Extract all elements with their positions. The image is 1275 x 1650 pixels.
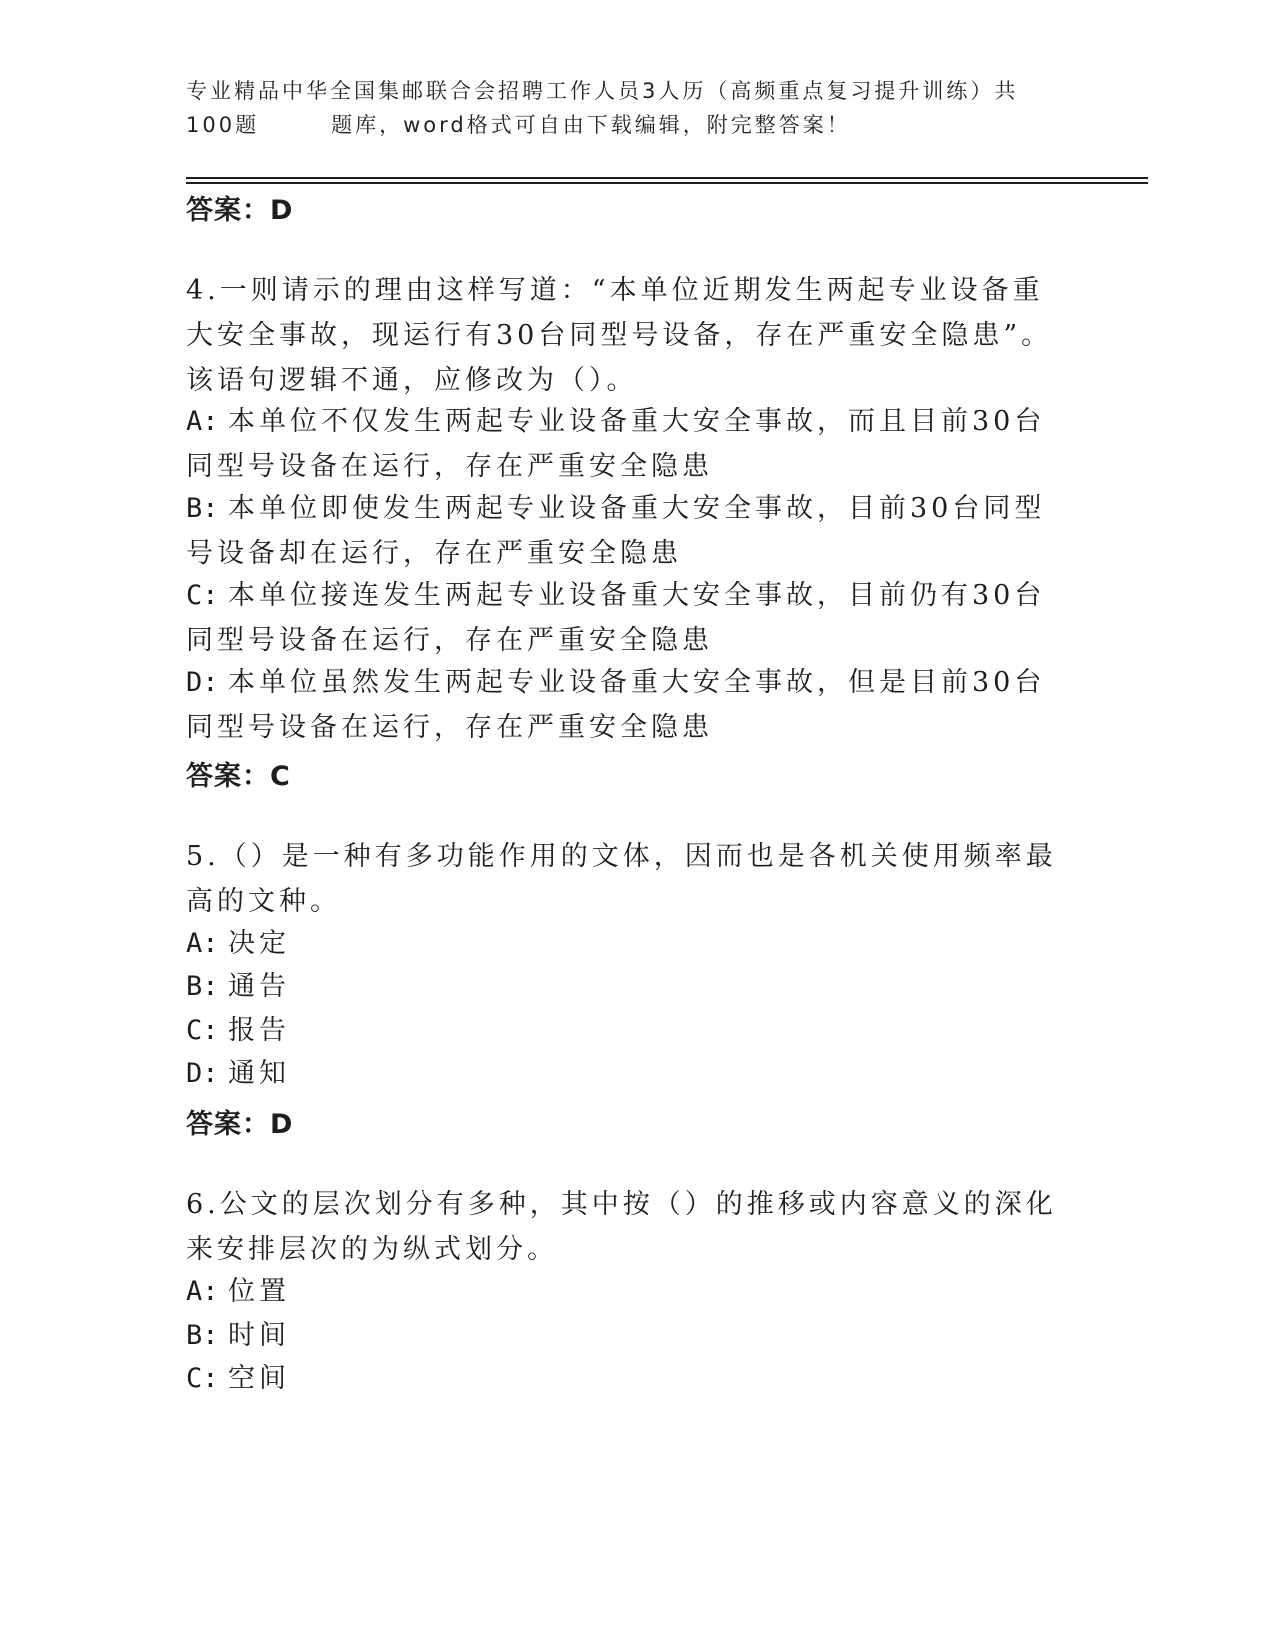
option-text: 本单位即使发生两起专业设备重大安全事故，目前30台同型号设备却在运行，存在严重安全隐患 (186, 493, 1046, 569)
option-letter: C: (186, 1015, 219, 1046)
header-title-line-2 (186, 108, 1066, 142)
header-description: 题库，word格式可自由下载编辑，附完整答案！ (331, 113, 851, 137)
option-text: 通知 (228, 1058, 290, 1089)
option-letter: B: (186, 971, 219, 1002)
document-header (186, 74, 1066, 142)
question-5-stem: 5.（）是一种有多功能作用的文体，因而也是各机关使用频率最高的文种。 (186, 841, 1057, 917)
question-4-stem: 4.一则请示的理由这样写道：“本单位近期发生两起专业设备重大安全事故，现运行有30台同型号设备，存在严重安全隐患”。该语句逻辑不通，应修改为（）。 (186, 275, 1053, 396)
option-text: 时间 (228, 1320, 290, 1351)
question-4-option-c (186, 573, 1066, 663)
option-text: 空间 (228, 1363, 290, 1394)
header-divider-bottom (186, 182, 1148, 184)
question-6-stem: 6.公文的层次划分有多种，其中按（）的推移或内容意义的深化来安排层次的为纵式划分。 (186, 1189, 1057, 1265)
option-letter: D: (186, 1058, 219, 1089)
header-title-line-1: 专业精品中华全国集邮联合会招聘工作人员3人历（高频重点复习提升训练）共 (186, 79, 1019, 103)
option-text: 本单位不仅发生两起专业设备重大安全事故，而且目前30台同型号设备在运行，存在严重安全隐患 (186, 406, 1046, 482)
option-letter: D: (186, 667, 219, 698)
question-4-option-d (186, 660, 1066, 750)
option-text: 报告 (228, 1015, 290, 1046)
option-letter: A: (186, 406, 219, 437)
question-4-option-a (186, 399, 1066, 489)
question-6-option-a (186, 1269, 1066, 1314)
option-letter: B: (186, 1320, 219, 1351)
question-5-option-c (186, 1008, 1066, 1053)
option-letter: B: (186, 493, 219, 524)
question-6-option-c (186, 1356, 1066, 1401)
option-text: 决定 (228, 928, 290, 959)
answer-previous: 答案：D (186, 195, 294, 226)
option-letter: C: (186, 1363, 219, 1394)
question-5-answer: 答案：D (186, 1109, 294, 1140)
question-5-option-b (186, 964, 1066, 1009)
question-5-option-d (186, 1051, 1066, 1096)
option-letter: C: (186, 580, 219, 611)
option-text: 本单位虽然发生两起专业设备重大安全事故，但是目前30台同型号设备在运行，存在严重安全隐患 (186, 667, 1046, 743)
header-question-count: 100题 (186, 113, 260, 137)
option-letter: A: (186, 1276, 219, 1307)
question-5-option-a (186, 921, 1066, 966)
question-4-answer: 答案：C (186, 761, 291, 792)
option-text: 本单位接连发生两起专业设备重大安全事故，目前仍有30台同型号设备在运行，存在严重安全隐患 (186, 580, 1046, 656)
option-text: 位置 (228, 1276, 290, 1307)
option-text: 通告 (228, 971, 290, 1002)
question-6-option-b (186, 1313, 1066, 1358)
header-divider-top (186, 177, 1148, 179)
option-letter: A: (186, 928, 219, 959)
question-4-option-b (186, 486, 1066, 576)
